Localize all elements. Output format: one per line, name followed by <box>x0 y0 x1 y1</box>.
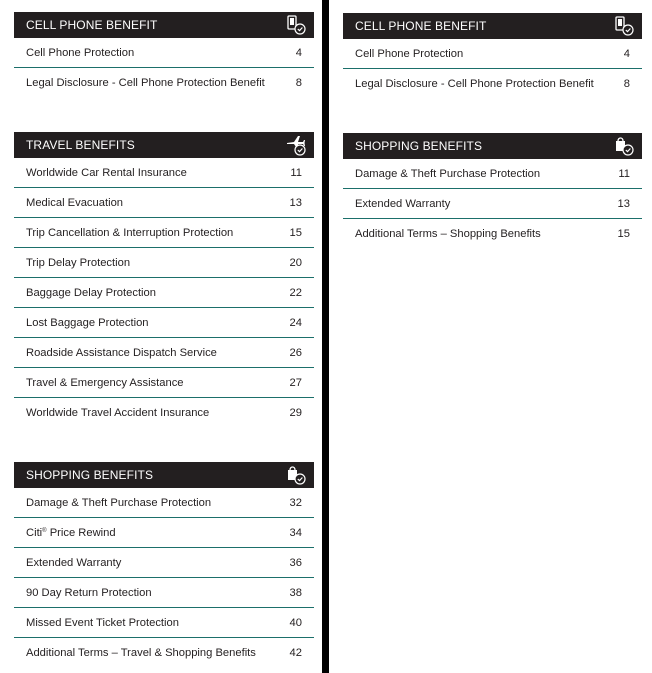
toc-page: 11 <box>618 167 630 180</box>
toc-row[interactable] <box>14 638 314 667</box>
toc-row[interactable] <box>343 189 642 219</box>
toc-label: Worldwide Car Rental Insurance <box>26 166 187 179</box>
toc-label: Medical Evacuation <box>26 196 124 209</box>
section-title: SHOPPING BENEFITS <box>355 139 483 153</box>
toc-row[interactable] <box>14 578 314 608</box>
toc-page: 40 <box>289 616 302 629</box>
toc-label: Travel & Emergency Assistance <box>26 376 184 389</box>
toc-page: 32 <box>289 496 302 509</box>
registered-mark: ® <box>42 527 47 534</box>
toc-row[interactable] <box>343 219 642 248</box>
toc-page: 8 <box>295 76 302 89</box>
toc-label: Additional Terms – Shopping Benefits <box>355 227 541 240</box>
phone-shield-icon <box>613 15 635 37</box>
toc-row[interactable] <box>14 308 314 338</box>
section-title: SHOPPING BENEFITS <box>26 468 154 482</box>
toc-row[interactable] <box>343 69 642 98</box>
toc-page: 24 <box>289 316 302 329</box>
toc-label: Baggage Delay Protection <box>26 286 156 299</box>
toc-row[interactable] <box>14 38 314 68</box>
toc-label: Damage & Theft Purchase Protection <box>26 496 212 509</box>
bag-shield-icon <box>285 464 307 486</box>
toc-row[interactable] <box>14 368 314 398</box>
toc-label: Legal Disclosure - Cell Phone Protection Benefit <box>355 77 594 90</box>
toc-label: Extended Warranty <box>355 197 451 210</box>
toc-label: Additional Terms – Travel & Shopping Benefits <box>26 646 256 659</box>
section-shopping-benefits <box>14 462 314 667</box>
section-rows <box>14 158 314 427</box>
toc-page: 20 <box>289 256 302 269</box>
toc-page: 15 <box>617 227 630 240</box>
toc-page: 34 <box>289 526 302 539</box>
toc-label: Cell Phone Protection <box>355 47 464 60</box>
toc-row[interactable] <box>14 68 314 97</box>
section-header <box>343 133 642 159</box>
toc-row[interactable] <box>14 398 314 427</box>
section-header <box>14 12 314 38</box>
toc-label: Cell Phone Protection <box>26 46 135 59</box>
section-cell-phone-benefit <box>343 13 642 98</box>
toc-label-brand: Citi <box>26 526 43 539</box>
toc-page: 4 <box>295 46 302 59</box>
toc-page: 26 <box>289 346 302 359</box>
toc-row[interactable] <box>343 39 642 69</box>
section-cell-phone-benefit <box>14 12 314 97</box>
section-header <box>343 13 642 39</box>
toc-row[interactable] <box>14 548 314 578</box>
section-title: CELL PHONE BENEFIT <box>26 18 158 32</box>
toc-label: 90 Day Return Protection <box>26 586 152 599</box>
toc-row[interactable] <box>14 488 314 518</box>
toc-row[interactable] <box>14 188 314 218</box>
column-divider <box>322 0 329 673</box>
section-header <box>14 132 314 158</box>
toc-row[interactable] <box>343 159 642 189</box>
section-rows <box>14 38 314 97</box>
section-rows <box>14 488 314 667</box>
toc-row[interactable] <box>14 608 314 638</box>
toc-page: 36 <box>289 556 302 569</box>
toc-row[interactable] <box>14 218 314 248</box>
toc-label: Worldwide Travel Accident Insurance <box>26 406 210 419</box>
toc-label: Missed Event Ticket Protection <box>26 616 179 629</box>
toc-row[interactable] <box>14 248 314 278</box>
toc-page: 29 <box>289 406 302 419</box>
toc-page: 27 <box>289 376 302 389</box>
section-shopping-benefits <box>343 133 642 248</box>
phone-shield-icon <box>285 14 307 36</box>
toc-row[interactable] <box>14 278 314 308</box>
toc-label: Legal Disclosure - Cell Phone Protection Benefit <box>26 76 265 89</box>
toc-label: Lost Baggage Protection <box>26 316 149 329</box>
toc-page: 13 <box>617 197 630 210</box>
toc-page: 8 <box>623 77 630 90</box>
section-rows <box>343 159 642 248</box>
toc-page: 42 <box>289 646 302 659</box>
toc-page: 4 <box>623 47 630 60</box>
toc-page: 11 <box>290 166 302 179</box>
toc-page: 38 <box>289 586 302 599</box>
section-rows <box>343 39 642 98</box>
section-header <box>14 462 314 488</box>
toc-row[interactable] <box>14 518 314 548</box>
toc-label: Roadside Assistance Dispatch Service <box>26 346 217 359</box>
plane-shield-icon <box>285 134 307 156</box>
toc-label: Extended Warranty <box>26 556 122 569</box>
toc-row[interactable] <box>14 158 314 188</box>
bag-shield-icon <box>613 135 635 157</box>
toc-page: 13 <box>289 196 302 209</box>
toc-page: 22 <box>289 286 302 299</box>
toc-page: 15 <box>289 226 302 239</box>
section-title: TRAVEL BENEFITS <box>26 138 135 152</box>
toc-label-rest: Price Rewind <box>46 526 116 539</box>
toc-label: Damage & Theft Purchase Protection <box>355 167 541 180</box>
toc-label: Trip Cancellation & Interruption Protection <box>26 226 234 239</box>
toc-label: Trip Delay Protection <box>26 256 131 269</box>
toc-label <box>26 527 116 539</box>
toc-row[interactable] <box>14 338 314 368</box>
section-travel-benefits <box>14 132 314 427</box>
section-title: CELL PHONE BENEFIT <box>355 19 487 33</box>
